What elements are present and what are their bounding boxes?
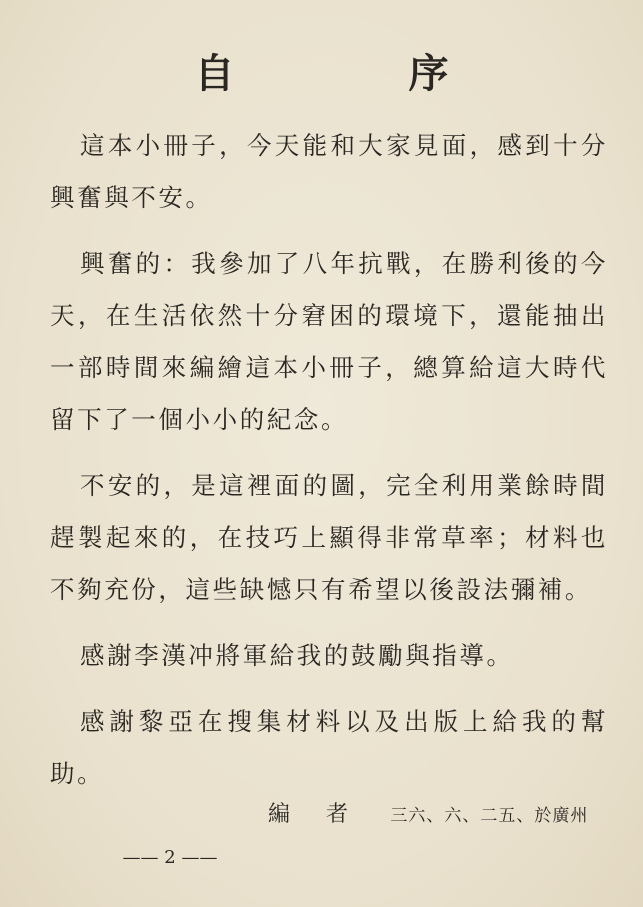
page-number: —— 2 —— [122,847,218,868]
signature-date: 三六、六、二五、於廣州 [390,806,589,826]
preface-body [50,120,608,814]
paragraph: 這本小冊子，今天能和大家見面，感到十分興奮與不安。 [50,131,608,212]
page-title: 自 序 [194,50,529,97]
paragraph: 感謝黎亞在搜集材料以及出版上給我的幫助。 [50,707,608,788]
paragraph: 不安的，是這裡面的圖，完全利用業餘時間趕製起來的，在技巧上顯得非常草率；材料也不夠充份，這些缺憾只有希望以後設法彌補。 [50,471,608,604]
paragraph: 感謝李漢冲將軍給我的鼓勵與指導。 [80,641,514,670]
signature-line [268,798,608,832]
editor-label: 編者 [268,802,385,827]
paragraph: 興奮的：我參加了八年抗戰，在勝利後的今天，在生活依然十分窘困的環境下，還能抽出一部時間來編繪這本小冊子，總算給這大時代留下了一個小小的紀念。 [50,249,608,434]
